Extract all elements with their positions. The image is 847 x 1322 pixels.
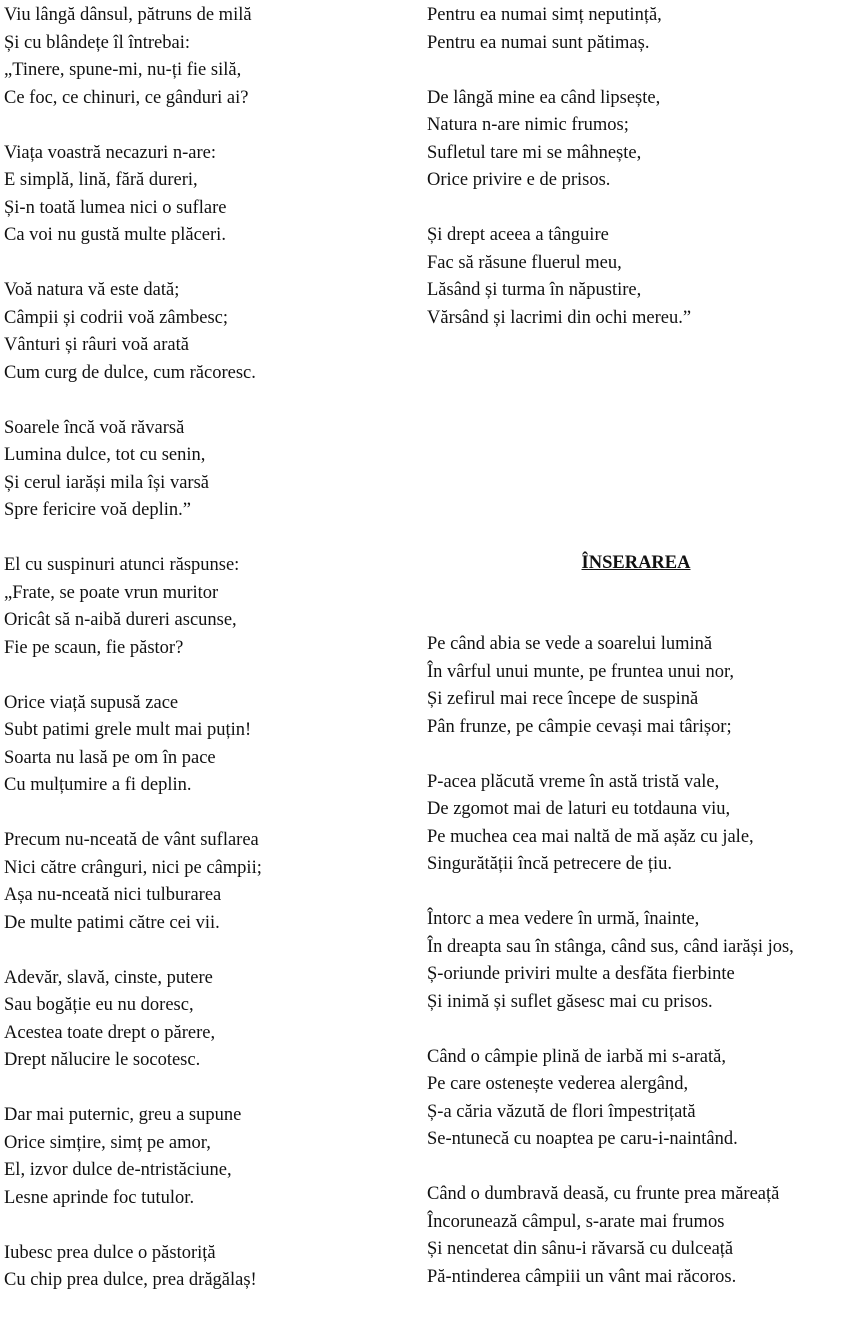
verse-line: Cum curg de dulce, cum răcoresc. [4, 362, 256, 383]
verse-line: Și-n toată lumea nici o suflare [4, 197, 227, 218]
verse-line: Acestea toate drept o părere, [4, 1022, 216, 1043]
verse-line: Și cu blândețe îl întrebai: [4, 32, 190, 53]
spacer [427, 577, 845, 631]
verse-line: Orice viață supusă zace [4, 692, 179, 713]
verse-line: Sau bogăție eu nu doresc, [4, 995, 194, 1015]
stanza [4, 2, 404, 112]
stanza [427, 1044, 845, 1154]
verse-line: Când o câmpie plină de iarbă mi s-arată, [427, 1046, 726, 1067]
stanza [4, 1102, 404, 1212]
verse-line: Și drept aceea a tânguire [427, 225, 609, 245]
verse-line: Pe care ostenește vederea alergând, [427, 1074, 689, 1094]
verse-line: Fac să răsune fluerul meu, [427, 252, 622, 273]
verse-line: Pân frunze, pe câmpie cevași mai târișor; [427, 716, 732, 737]
verse-line: În dreapta sau în stânga, când sus, când iarăși jos, [427, 936, 794, 957]
verse-line: Adevăr, slavă, cinste, putere [4, 967, 213, 988]
stanza [4, 827, 404, 937]
verse-line: Subt patimi grele mult mai puțin! [4, 720, 252, 740]
verse-line: Ca voi nu gustă multe plăceri. [4, 225, 226, 245]
verse-line: Când o dumbravă deasă, cu frunte prea măreață [427, 1184, 780, 1204]
stanza [427, 85, 845, 195]
verse-line: Sufletul tare mi se mâhnește, [427, 142, 642, 163]
verse-line: Ș-a căria văzută de flori împestrițată [427, 1101, 696, 1122]
verse-line: Ș-oriunde priviri multe a desfăta fierbinte [427, 964, 735, 984]
right-bottom-stanzas [427, 631, 845, 1291]
right-column [427, 2, 845, 1319]
verse-line: Se-ntunecă cu noaptea pe caru-i-naintând. [427, 1129, 738, 1149]
verse-line: El cu suspinuri atunci răspunse: [4, 555, 240, 575]
stanza [427, 769, 845, 879]
stanza [427, 1181, 845, 1291]
verse-line: „Tinere, spune-mi, nu-ți fie silă, [4, 60, 242, 80]
verse-line: Lumina dulce, tot cu senin, [4, 445, 206, 465]
stanza [427, 631, 845, 741]
verse-line: Orice privire e de prisos. [427, 170, 611, 190]
verse-line: Orice simțire, simț pe amor, [4, 1132, 211, 1153]
verse-line: Și zefirul mai rece începe de suspină [427, 689, 699, 709]
verse-line: Viu lângă dânsul, pătruns de milă [4, 5, 252, 25]
verse-line: Ce foc, ce chinuri, ce gânduri ai? [4, 87, 249, 108]
verse-line: De zgomot mai de laturi eu totdauna viu, [427, 799, 731, 819]
verse-line: Natura n-are nimic frumos; [427, 115, 629, 135]
verse-line: Nici către crânguri, nici pe câmpii; [4, 857, 262, 878]
verse-line: Voă natura vă este dată; [4, 280, 180, 300]
verse-line: Pentru ea numai simț neputință, [427, 5, 662, 25]
verse-line: În vârful unui munte, pe fruntea unui nor, [427, 661, 734, 682]
verse-line: Iubesc prea dulce o păstoriță [4, 1242, 216, 1263]
verse-line: Lesne aprinde foc tutulor. [4, 1187, 195, 1208]
stanza [4, 1240, 404, 1295]
verse-line: Dar mai puternic, greu a supune [4, 1105, 242, 1125]
spacer [427, 360, 845, 550]
poem-title: ÎNSERAREA [581, 552, 691, 573]
verse-line: El, izvor dulce de-ntristăciune, [4, 1160, 232, 1180]
verse-line: Așa nu-nceată nici tulburarea [4, 885, 222, 905]
verse-line: Și cerul iarăși mila își varsă [4, 472, 209, 493]
verse-line: Și inimă și suflet găsesc mai cu prisos. [427, 991, 713, 1012]
verse-line: „Frate, se poate vrun muritor [4, 582, 219, 603]
verse-line: Pentru ea numai sunt pătimaș. [427, 32, 650, 53]
verse-line: Viața voastră necazuri n-are: [4, 142, 217, 163]
verse-line: De multe patimi către cei vii. [4, 912, 220, 933]
stanza [427, 222, 845, 332]
verse-line: Cu chip prea dulce, prea drăgălaș! [4, 1270, 257, 1290]
stanza [4, 690, 404, 800]
verse-line: Încorunează câmpul, s-arate mai frumos [427, 1211, 725, 1232]
verse-line: Și nencetat din sânu-i răvarsă cu dulceață [427, 1239, 734, 1259]
stanza [427, 906, 845, 1016]
verse-line: Soarele încă voă răvarsă [4, 417, 185, 438]
verse-line: Pe muchea cea mai naltă de mă așăz cu jale, [427, 826, 754, 847]
verse-line: E simplă, lină, fără dureri, [4, 170, 198, 190]
stanza [427, 2, 845, 57]
verse-line: Oricât să n-aibă dureri ascunse, [4, 610, 237, 630]
verse-line: Singurătății încă petrecere de țiu. [427, 854, 673, 874]
stanza [4, 415, 404, 525]
stanza [4, 140, 404, 250]
verse-line: Pă-ntinderea câmpiii un vânt mai răcoros. [427, 1266, 737, 1287]
verse-line: Cu mulțumire a fi deplin. [4, 775, 192, 795]
verse-line: Vânturi și râuri voă arată [4, 335, 189, 355]
verse-line: De lângă mine ea când lipsește, [427, 87, 661, 108]
stanza [4, 965, 404, 1075]
stanza [4, 552, 404, 662]
verse-line: Soarta nu lasă pe om în pace [4, 747, 216, 768]
verse-line: Lăsând și turma în năpustire, [427, 280, 642, 300]
verse-line: P-acea plăcută vreme în astă tristă vale, [427, 771, 720, 792]
left-column [4, 2, 404, 1322]
verse-line: Fie pe scaun, fie păstor? [4, 637, 184, 658]
verse-line: Pe când abia se vede a soarelui lumină [427, 634, 713, 654]
right-top-stanzas [427, 2, 845, 332]
stanza [4, 277, 404, 387]
verse-line: Precum nu-nceată de vânt suflarea [4, 830, 259, 850]
verse-line: Spre fericire voă deplin.” [4, 500, 191, 520]
verse-line: Vărsând și lacrimi din ochi mereu.” [427, 307, 692, 328]
verse-line: Câmpii și codrii voă zâmbesc; [4, 307, 228, 328]
verse-line: Drept nălucire le socotesc. [4, 1050, 201, 1070]
verse-line: Întorc a mea vedere în urmă, înainte, [427, 909, 700, 929]
